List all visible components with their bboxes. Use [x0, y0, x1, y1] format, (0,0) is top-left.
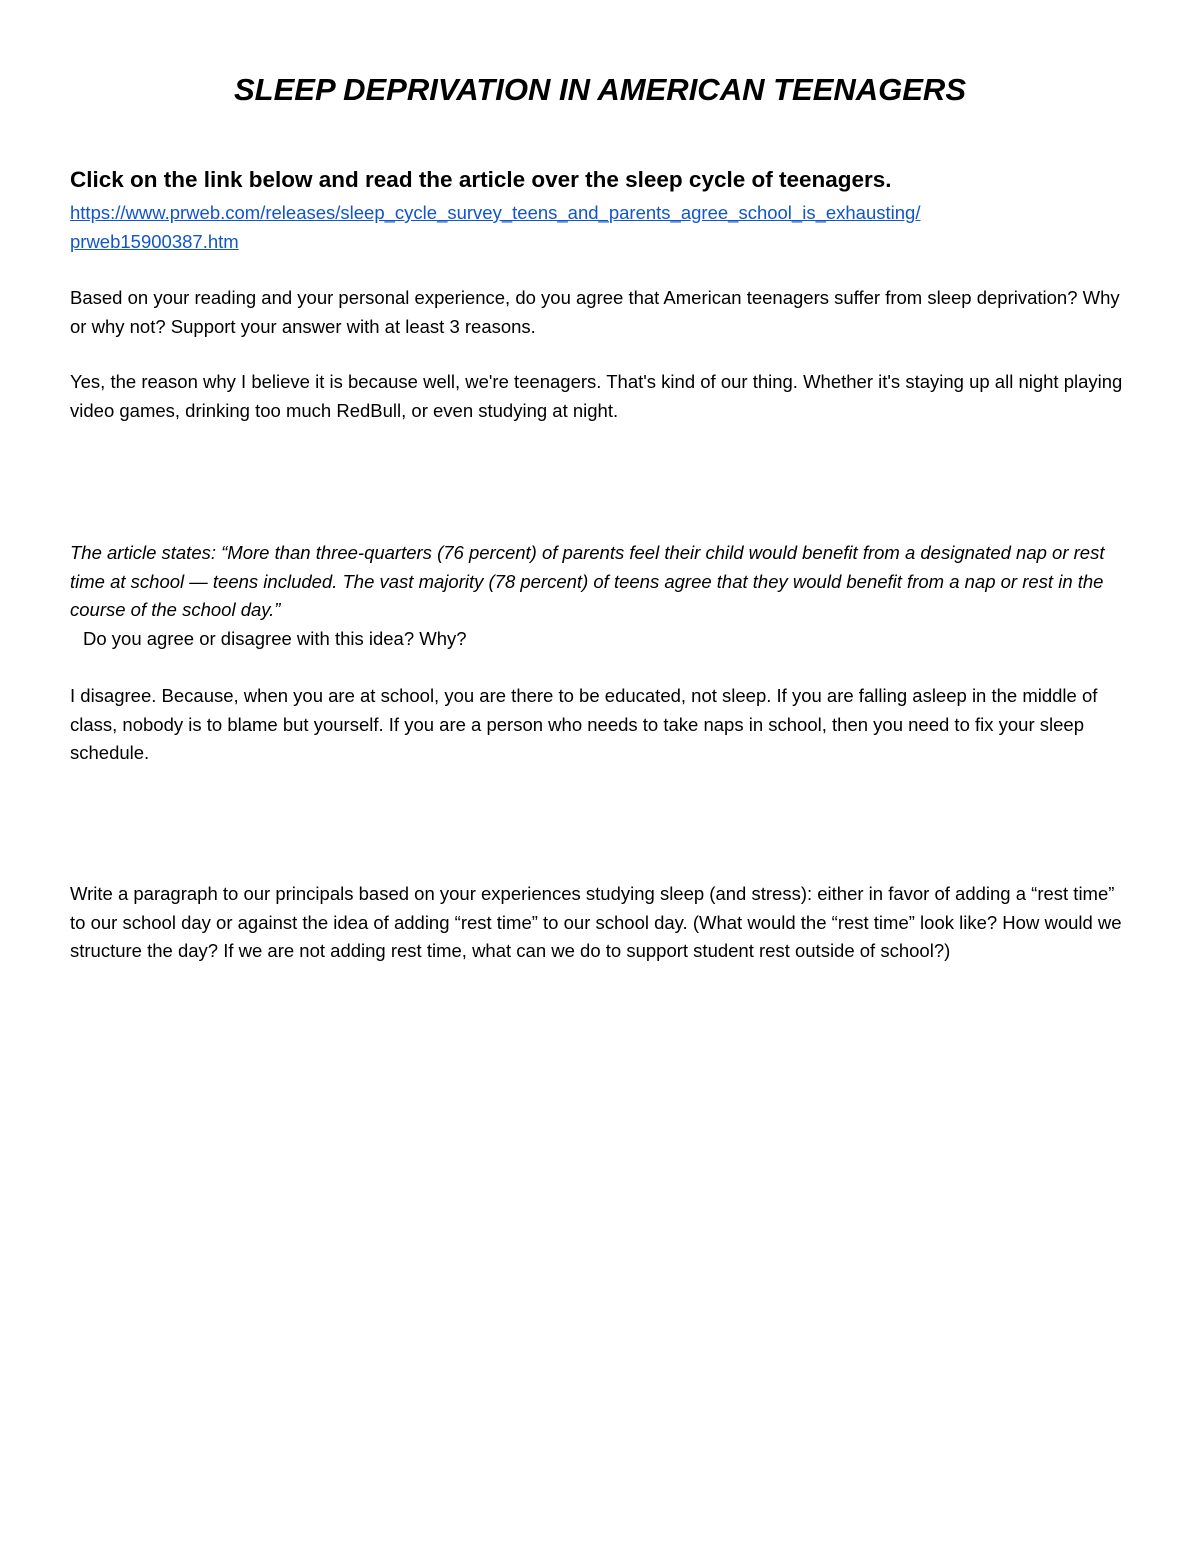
article-link[interactable] [70, 199, 1132, 256]
article-link-line1[interactable]: https://www.prweb.com/releases/sleep_cycle_survey_teens_and_parents_agree_school_is_exhausting/ [70, 202, 921, 223]
answer-2: I disagree. Because, when you are at school, you are there to be educated, not sleep. If you are falling asleep in the middle of class, nobody is to blame but yourself. If you are a person who needs to take naps in school, then you need to fix your sleep schedule. [70, 685, 1098, 763]
question-1: Based on your reading and your personal experience, do you agree that American teenagers suffer from sleep deprivation? Why or why not? Support your answer with at least 3 reasons. [70, 287, 1120, 337]
document-title: SLEEP DEPRIVATION IN AMERICAN TEENAGERS [233, 72, 966, 107]
answer-1: Yes, the reason why I believe it is because well, we're teenagers. That's kind of our thing. Whether it's staying up all night playing video games, drinking too much RedBull, or even studying at night. [70, 371, 1123, 421]
question-2-quote: The article states: “More than three-quarters (76 percent) of parents feel their child would benefit from a designated nap or rest time at school — teens included. The vast majority (78 percent) of teens agree that they would benefit from a nap or rest in the course of the school day.” [70, 542, 1105, 620]
question-2 [70, 539, 1132, 653]
instruction-text: Click on the link below and read the article over the sleep cycle of teenagers. [70, 167, 892, 192]
article-link-line2[interactable]: prweb15900387.htm [70, 230, 239, 252]
question-2-followup: Do you agree or disagree with this idea? Why? [83, 627, 467, 649]
question-3: Write a paragraph to our principals based on your experiences studying sleep (and stress): either in favor of adding a “rest time” to our school day or against the idea of adding “rest time” to our school day. (What would the “rest time” look like? How would we structure the day? If we are not adding rest time, what can we do to support student rest outside of school?) [70, 883, 1122, 961]
